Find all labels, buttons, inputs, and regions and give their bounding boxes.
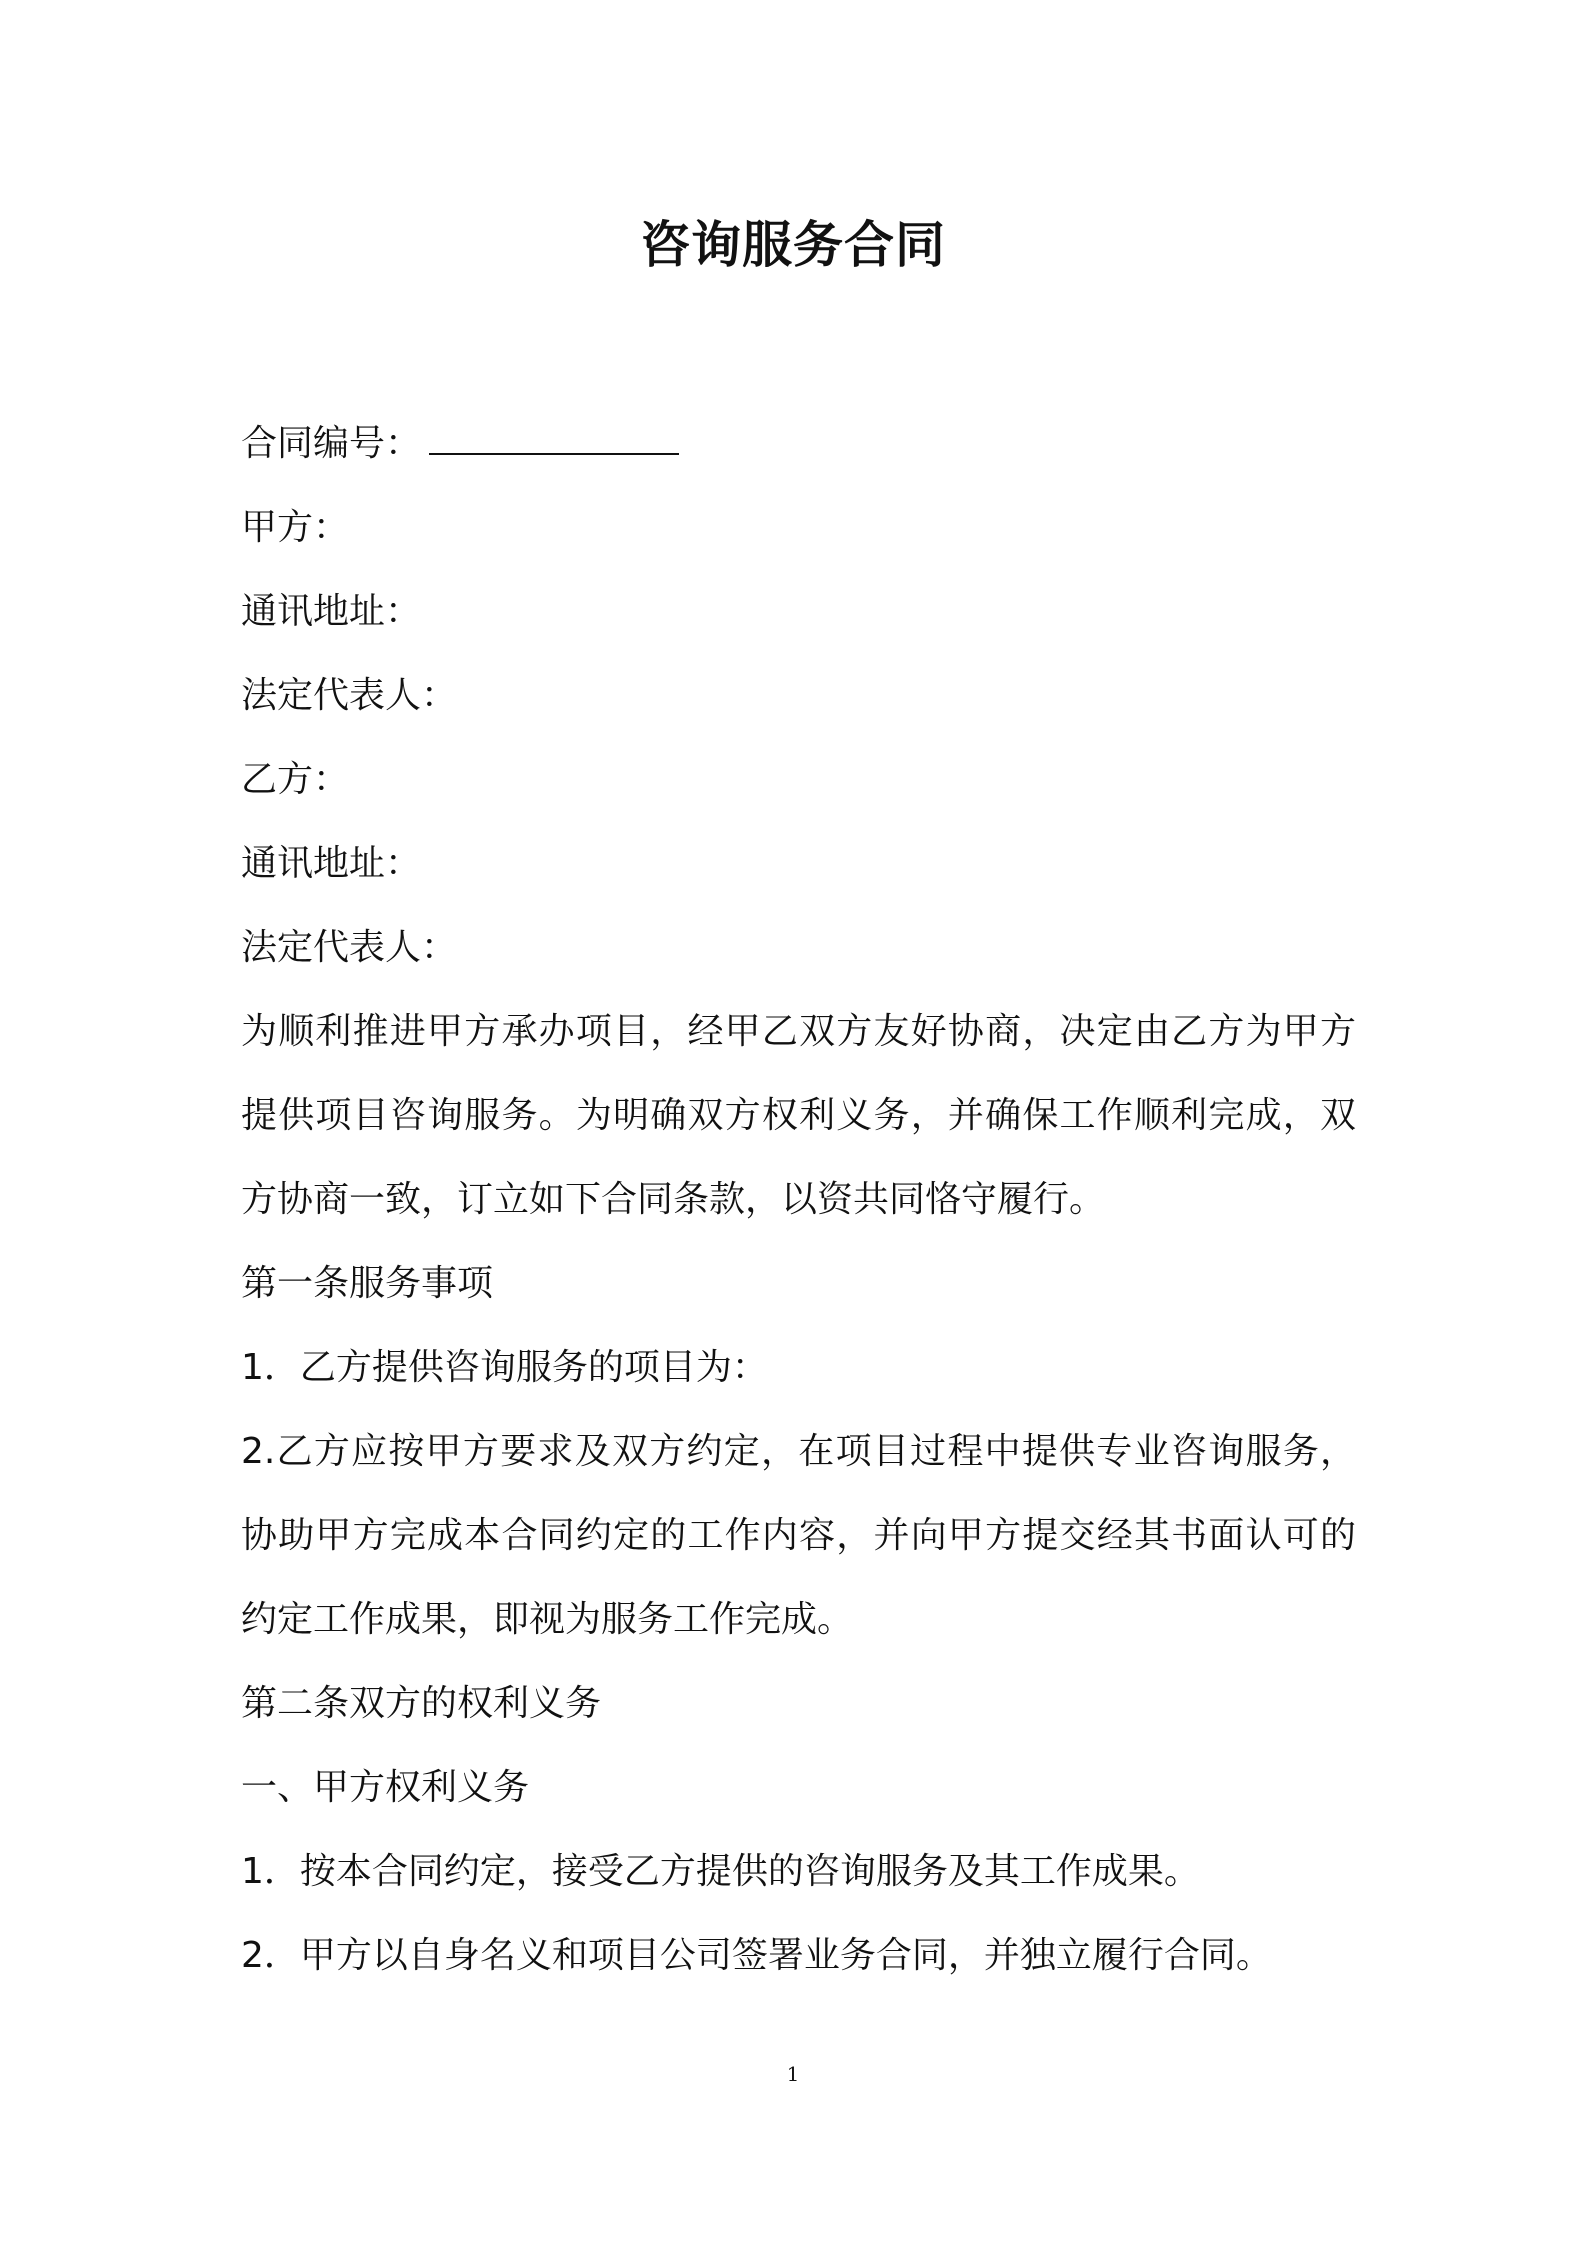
- party-a-representative-line: 法定代表人：: [241, 675, 458, 716]
- preamble-line-2: 提供项目咨询服务。为明确双方权利义务，并确保工作顺利完成，双: [241, 1095, 1356, 1136]
- party-b-representative-line: 法定代表人：: [241, 927, 458, 968]
- article-1-item-2-line-2: 协助甲方完成本合同约定的工作内容，并向甲方提交经其书面认可的: [241, 1515, 1356, 1556]
- party-a-address-line: 通讯地址：: [241, 591, 422, 632]
- article-1-item-1: 1．乙方提供咨询服务的项目为：: [241, 1347, 768, 1388]
- contract-number-label: 合同编号：: [241, 423, 422, 464]
- preamble-line-1: 为顺利推进甲方承办项目，经甲乙双方友好协商，决定由乙方为甲方: [241, 1011, 1356, 1052]
- party-a-line: 甲方：: [241, 507, 350, 548]
- article-1-item-2-line-1: 2.乙方应按甲方要求及双方约定，在项目过程中提供专业咨询服务，: [241, 1431, 1356, 1472]
- party-a-right-1: 1．按本合同约定，接受乙方提供的咨询服务及其工作成果。: [241, 1851, 1200, 1892]
- party-a-rights-heading: 一、甲方权利义务: [241, 1767, 530, 1808]
- article-1-heading: 第一条服务事项: [241, 1263, 494, 1304]
- article-2-heading: 第二条双方的权利义务: [241, 1683, 602, 1724]
- party-b-address-line: 通讯地址：: [241, 843, 422, 884]
- contract-body: [241, 402, 1361, 1998]
- contract-number-blank: [429, 423, 679, 455]
- page-number: 1: [786, 2062, 800, 2086]
- contract-title: 咨询服务合同: [640, 216, 946, 274]
- party-b-line: 乙方：: [241, 759, 350, 800]
- contract-number-line: [241, 402, 1361, 486]
- preamble-line-3: 方协商一致，订立如下合同条款，以资共同恪守履行。: [241, 1179, 1106, 1220]
- article-1-item-2-line-3: 约定工作成果，即视为服务工作完成。: [241, 1599, 854, 1640]
- party-a-right-2: 2．甲方以自身名义和项目公司签署业务合同，并独立履行合同。: [241, 1935, 1272, 1976]
